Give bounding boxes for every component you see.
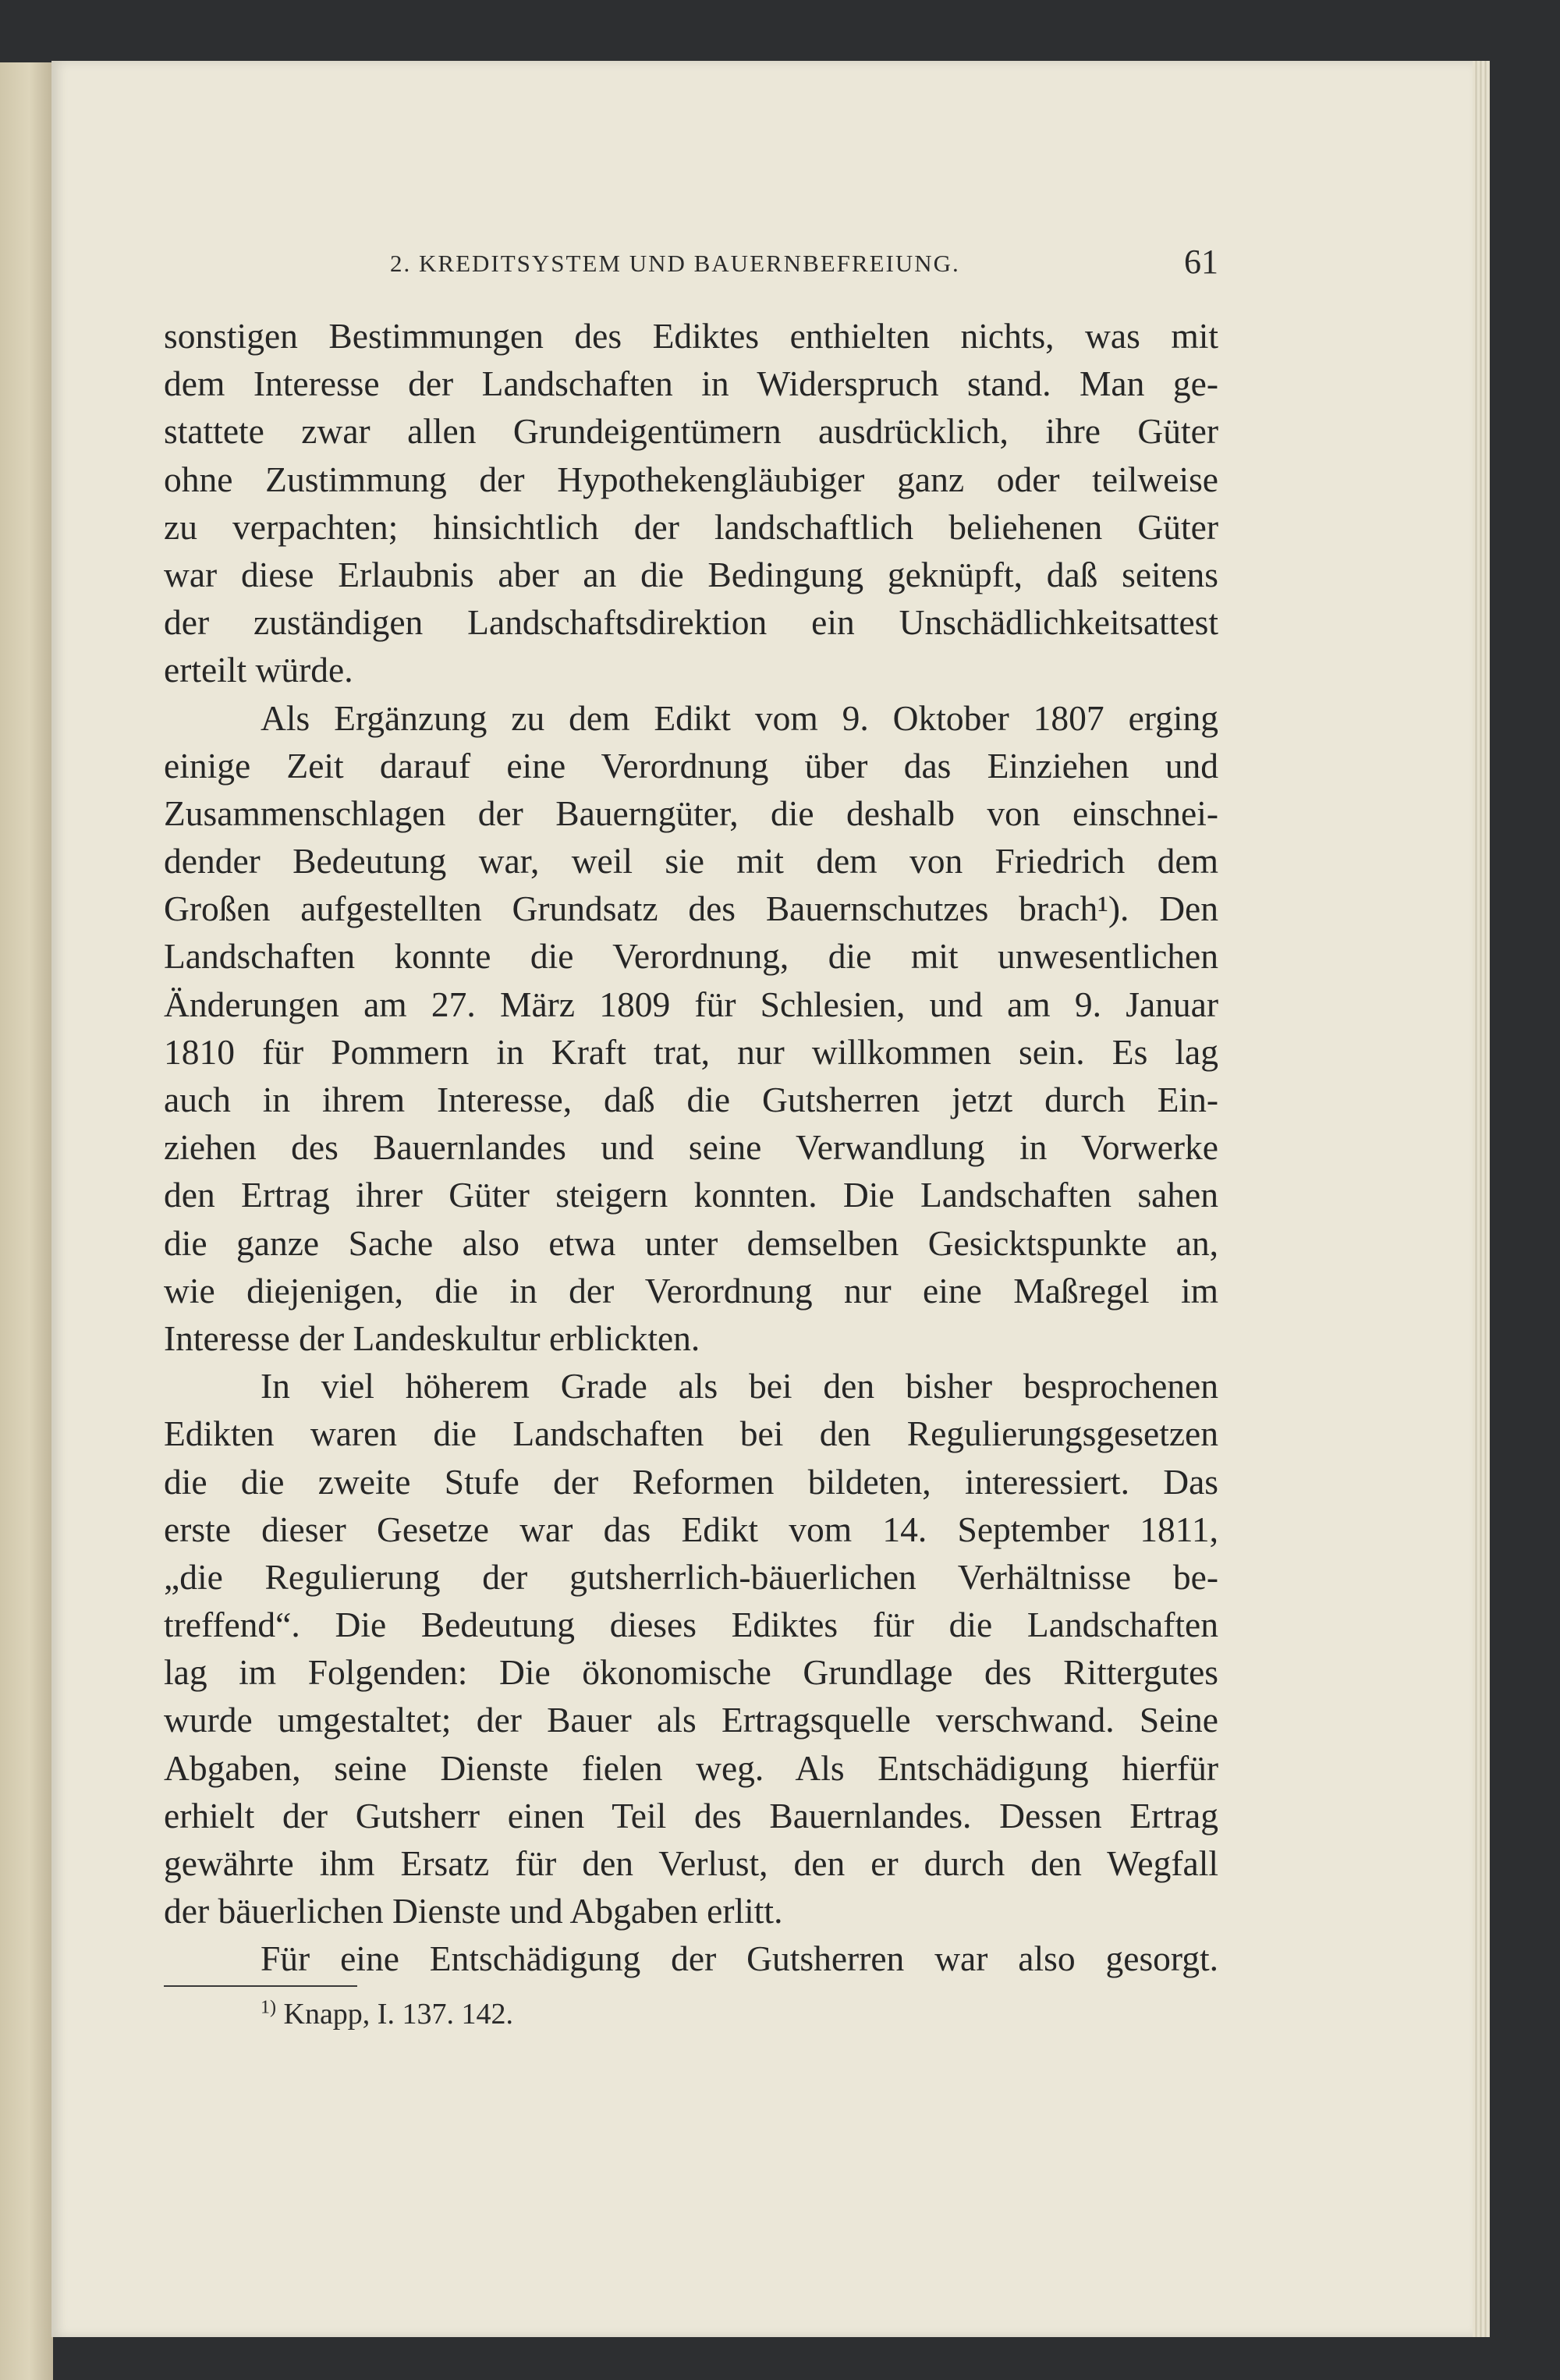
- text-line: wurde umgestaltet; der Bauer als Ertragsquelle verschwand. Seine: [164, 1700, 1218, 1740]
- text-line: einige Zeit darauf eine Verordnung über das Einziehen und: [164, 745, 1218, 786]
- text-line: der bäuerlichen Dienste und Abgaben erlitt.: [164, 1891, 783, 1931]
- text-line: war diese Erlaubnis aber an die Bedingung geknüpft, daß seitens: [164, 554, 1218, 594]
- text-line: „die Regulierung der gutsherrlich-bäuerlichen Verhältnisse be-: [164, 1556, 1218, 1597]
- text-line: treffend“. Die Bedeutung dieses Ediktes für die Landschaften: [164, 1605, 1218, 1645]
- text-line: Interesse der Landeskultur erblickten.: [164, 1318, 700, 1358]
- text-line: Zusammenschlagen der Bauerngüter, die deshalb von einschnei-: [164, 793, 1218, 833]
- text-line: Abgaben, seine Dienste fielen weg. Als Entschädigung hierfür: [164, 1747, 1218, 1788]
- text-line: Für eine Entschädigung der Gutsherren war also gesorgt.: [261, 1938, 1218, 1979]
- text-line: der zuständigen Landschaftsdirektion ein Unschädlichkeitsattest: [164, 602, 1218, 643]
- text-line: dender Bedeutung war, weil sie mit dem von Friedrich dem: [164, 841, 1218, 881]
- text-line: ohne Zustimmung der Hypothekengläubiger ganz oder teilweise: [164, 459, 1218, 499]
- text-line: den Ertrag ihrer Güter steigern konnten. Die Landschaften sahen: [164, 1175, 1218, 1215]
- text-line: auch in ihrem Interesse, daß die Gutsherren jetzt durch Ein-: [164, 1080, 1218, 1119]
- text-line: die die zweite Stufe der Reformen bildeten, interessiert. Das: [164, 1461, 1218, 1502]
- text-line: sonstigen Bestimmungen des Ediktes enthielten nichts, was mit: [164, 316, 1218, 356]
- page-stack-edge: [1473, 61, 1490, 2337]
- footnote-text: Knapp, I. 137. 142.: [283, 1998, 513, 2031]
- left-page-edge: [0, 62, 53, 2380]
- text-line: lag im Folgenden: Die ökonomische Grundlage des Rittergutes: [164, 1652, 1218, 1693]
- text-line: stattete zwar allen Grundeigentümern ausdrücklich, ihre Güter: [164, 411, 1218, 452]
- text-line: gewährte ihm Ersatz für den Verlust, den er durch den Wegfall: [164, 1843, 1218, 1883]
- text-line: Großen aufgestellten Grundsatz des Bauernschutzes brach¹). Den: [164, 889, 1218, 929]
- text-line: erteilt würde.: [164, 650, 353, 690]
- footnote-rule: [164, 1985, 357, 1987]
- text-line: Landschaften konnte die Verordnung, die mit unwesentlichen: [164, 936, 1218, 977]
- running-head: [164, 242, 1218, 289]
- text-line: ziehen des Bauernlandes und seine Verwandlung in Vorwerke: [164, 1127, 1218, 1168]
- text-line: erste dieser Gesetze war das Edikt vom 14. September 1811,: [164, 1509, 1218, 1549]
- text-line: erhielt der Gutsherr einen Teil des Bauernlandes. Dessen Ertrag: [164, 1795, 1218, 1836]
- body-text: [164, 312, 1218, 1983]
- text-line: zu verpachten; hinsichtlich der landschaftlich beliehenen Güter: [164, 506, 1218, 547]
- text-line: die ganze Sache also etwa unter demselben Gesicktspunkte an,: [164, 1222, 1218, 1263]
- text-line: Änderungen am 27. März 1809 für Schlesien, und am 9. Januar: [164, 984, 1218, 1024]
- page-number: 61: [1184, 243, 1218, 281]
- text-line: In viel höherem Grade als bei den bisher besprochenen: [261, 1366, 1218, 1406]
- text-line: wie diejenigen, die in der Verordnung nur eine Maßregel im: [164, 1270, 1218, 1311]
- text-line: Edikten waren die Landschaften bei den Regulierungsgesetzen: [164, 1413, 1218, 1454]
- text-line: dem Interesse der Landschaften in Widerspruch stand. Man ge-: [164, 364, 1218, 404]
- footnote: [261, 1997, 513, 2031]
- text-line: 1810 für Pommern in Kraft trat, nur willkommen sein. Es lag: [164, 1031, 1218, 1072]
- running-title: 2. KREDITSYSTEM UND BAUERNBEFREIUNG.: [390, 250, 960, 277]
- text-line: Als Ergänzung zu dem Edikt vom 9. Oktober 1807 erging: [261, 697, 1218, 738]
- footnote-marker: 1): [261, 1997, 276, 2018]
